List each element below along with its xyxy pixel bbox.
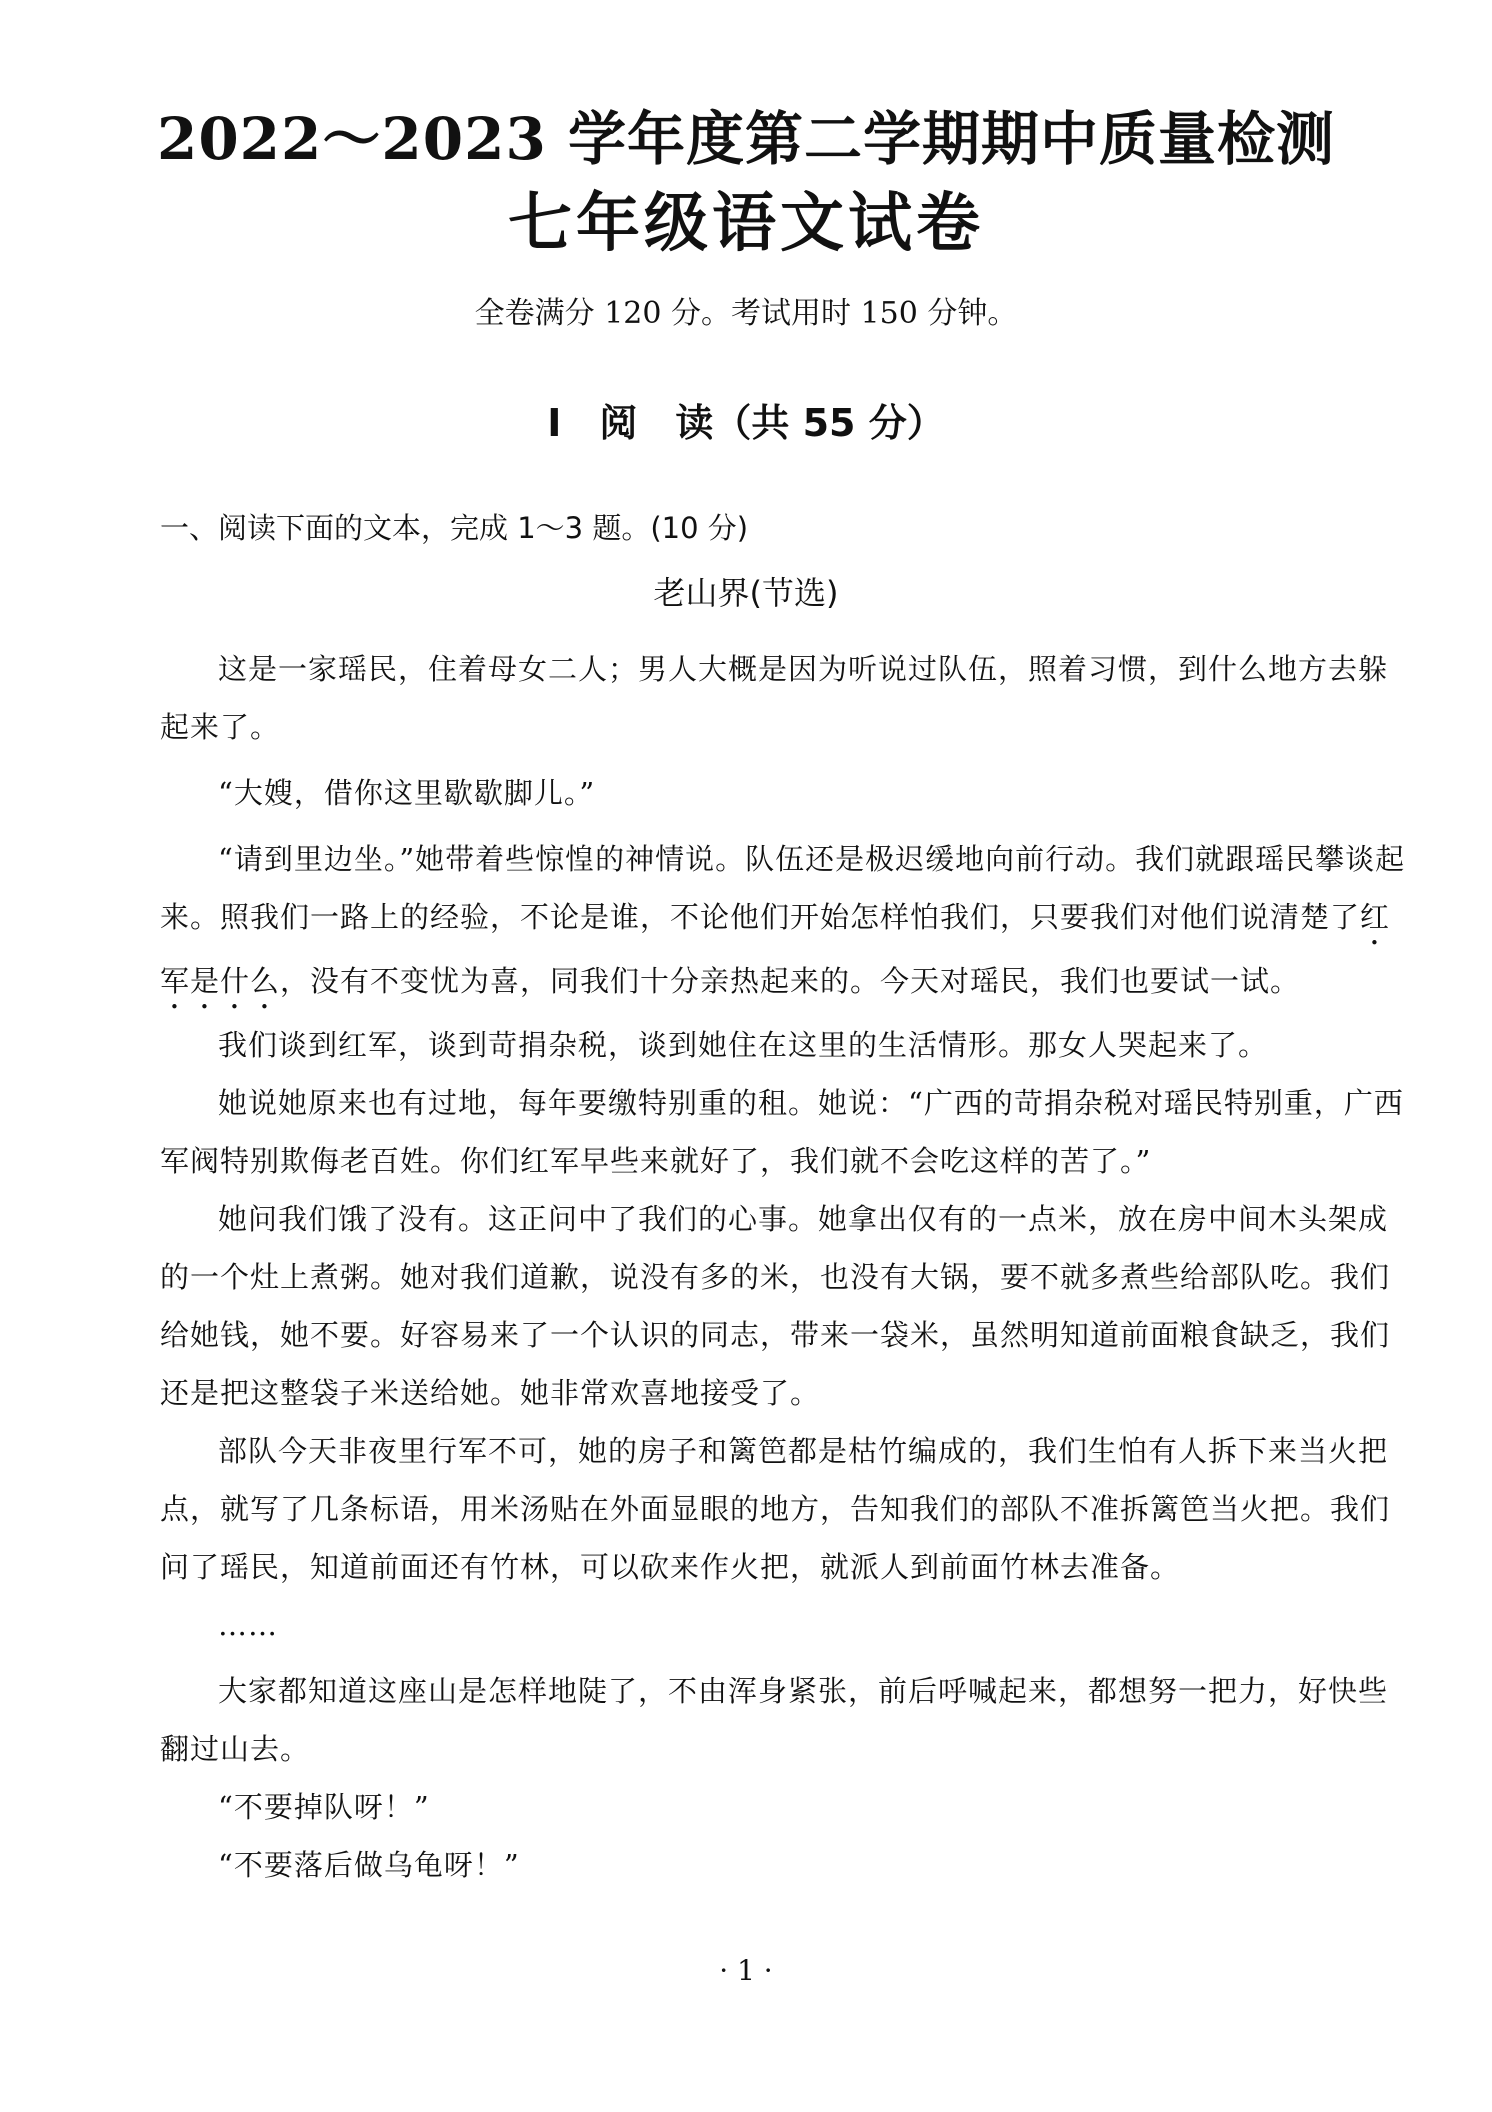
section-heading: Ⅰ 阅 读（共 55 分） [547,401,945,445]
exam-subtitle: 七年级语文试卷 [508,186,984,261]
paragraph: “大嫂，借你这里歇歇脚儿。” [218,776,596,810]
ellipsis: …… [218,1608,278,1642]
passage-body [160,640,1410,1894]
exam-info: 全卷满分 120 分。考试用时 150 分钟。 [474,296,1018,331]
paragraph-text: ，没有不变忧为喜，同我们十分亲热起来的。今天对瑶民，我们也要试一试。 [280,964,1301,998]
question-instruction: 一、阅读下面的文本，完成 1～3 题。(10 分) [160,511,749,545]
emphasized-phrase: 红军是什么 [160,900,1391,998]
paragraph: “不要落后做乌龟呀！” [218,1848,520,1882]
paragraph: “不要掉队呀！” [218,1790,430,1824]
passage-title: 老山界(节选) [653,574,839,612]
paragraph: 我们谈到红军，谈到苛捐杂税，谈到她住在这里的生活情形。那女人哭起来了。 [218,1028,1269,1062]
paragraph-text: “请到里边坐。”她带着些惊惶的神情说。队伍还是极迟缓地向前行动。我们就跟瑶民攀谈起来。照我们一路上的经验，不论是谁，不论他们开始怎样怕我们，只要我们对他们说清楚了 [160,842,1406,934]
paragraph: 她说她原来也有过地，每年要缴特别重的租。她说：“广西的苛捐杂税对瑶民特别重，广西军阀特别欺侮老百姓。你们红军早些来就好了，我们就不会吃这样的苦了。” [160,1086,1404,1178]
paragraph: 部队今天非夜里行军不可，她的房子和篱笆都是枯竹编成的，我们生怕有人拆下来当火把点，就写了几条标语，用米汤贴在外面显眼的地方，告知我们的部队不准拆篱笆当火把。我们问了瑶民，知道前面还有竹林，可以砍来作火把，就派人到前面竹林去准备。 [160,1434,1391,1584]
paragraph: 大家都知道这座山是怎样地陡了，不由浑身紧张，前后呼喊起来，都想努一把力，好快些翻过山去。 [160,1674,1389,1766]
paragraph: 她问我们饿了没有。这正问中了我们的心事。她拿出仅有的一点米，放在房中间木头架成的一个灶上煮粥。她对我们道歉，说没有多的米，也没有大锅，要不就多煮些给部队吃。我们给她钱，她不要。好容易来了一个认识的同志，带来一袋米，虽然明知道前面粮食缺乏，我们还是把这整袋子米送给她。她非常欢喜地接受了。 [160,1202,1391,1410]
paragraph [160,830,1410,1016]
page-number: · 1 · [719,1954,773,1987]
paragraph: 这是一家瑶民，住着母女二人；男人大概是因为听说过队伍，照着习惯，到什么地方去躲起来了。 [160,652,1389,744]
exam-title: 2022～2023 学年度第二学期期中质量检测 [156,105,1336,173]
